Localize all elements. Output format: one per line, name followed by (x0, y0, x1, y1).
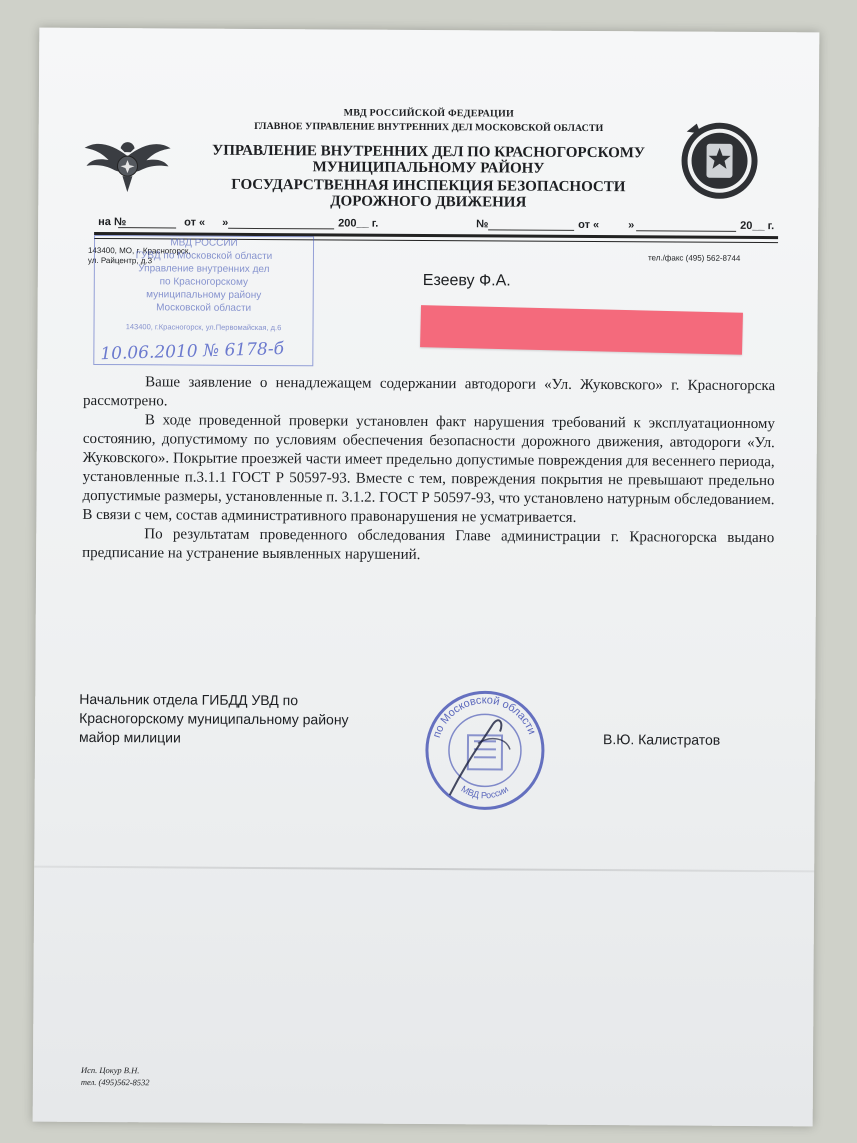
ref-incoming-number-label: на № (98, 215, 127, 229)
signatory-name: В.Ю. Калистратов (602, 731, 721, 748)
official-seal (420, 685, 551, 816)
svg-text:МВД России: МВД России (459, 783, 511, 801)
main-directorate-name: ГЛАВНОЕ УПРАВЛЕНИЕ ВНУТРЕННИХ ДЕЛ МОСКОВСКОЙ ОБЛАСТИ (254, 120, 604, 135)
recipient-name: Езееву Ф.А. (422, 271, 511, 290)
registry-stamp: МВД РОССИИ ГУВД по Московской области Управление внутренних дел по Красногорскому муниципальному району Московской области 143400, г.Красногорск, ул.Первомайская, д.6 10.06.2010 № 6178-б (93, 235, 314, 366)
registration-handwritten-number: 10.06.2010 № 6178-б (100, 338, 285, 365)
ref-incoming-year: 200__ г. (338, 217, 379, 230)
ref-outgoing-year: 20__ г. (740, 219, 775, 233)
ref-incoming-date-label: от « (184, 216, 206, 229)
ministry-name: МВД РОССИЙСКОЙ ФЕДЕРАЦИИ (343, 107, 515, 120)
reference-line (98, 215, 778, 233)
svg-text:по Московской области: по Московской области (430, 694, 538, 740)
header-title-line: МУНИЦИПАЛЬНОМУ РАЙОНУ (312, 159, 545, 177)
redaction-sticker (420, 305, 743, 355)
body-paragraph: В ходе проведенной проверки установлен факт нарушения требований к эксплуатационному состоянию, допустимому по условиям обеспечения безопасности дорожного движения, автодороги «Ул. Жуковского». Покрытие проезжей части имеет предельно допустимые повреждения для весеннего периода, установленные п.3.1.1 ГОСТ Р 50597-93. Вместе с тем, повреждения покрытия не превышают предельно допустимые размеры, установленные п. 3.1.2. ГОСТ Р 50597-93, что установлено натурным обследованием. В связи с чем, состав административного правонарушения не усматривается. (82, 412, 775, 526)
sender-phone: тел./факс (495) 562-8744 (647, 253, 741, 263)
police-eagle-icon (82, 126, 172, 197)
executor-info: Исп. Цокур В.Н. тел. (495)562-8532 (80, 1064, 150, 1088)
ref-incoming-date-quote: » (222, 216, 229, 229)
ref-outgoing-date-label: от « (578, 218, 600, 232)
signatory-position: Начальник отдела ГИБДД УВД по Красногорскому муниципальному району майор милиции (78, 690, 349, 746)
sender-address: 143400, МО, г. Красногорск, ул. Райцентр, д.3 (87, 245, 191, 266)
ref-outgoing-date-quote: » (628, 219, 635, 232)
body-paragraph: По результатам проведенного обследования Главе администрации г. Красногорска выдано предписание на устранение выявленных нарушений. (82, 526, 775, 563)
paper-fold (34, 866, 814, 873)
letter-body (82, 373, 775, 567)
body-paragraph: Ваше заявление о ненадлежащем содержании автодороги «Ул. Жуковского» г. Красногорска рассмотрено. (83, 374, 776, 410)
ref-outgoing-number-label: № (476, 218, 489, 231)
header-title-line: ДОРОЖНОГО ДВИЖЕНИЯ (330, 193, 527, 211)
letter-page (33, 28, 820, 1127)
header-title-line: УПРАВЛЕНИЕ ВНУТРЕННИХ ДЕЛ ПО КРАСНОГОРСКОМУ (212, 142, 646, 162)
header-title-line: ГОСУДАРСТВЕННАЯ ИНСПЕКЦИЯ БЕЗОПАСНОСТИ (231, 176, 626, 196)
